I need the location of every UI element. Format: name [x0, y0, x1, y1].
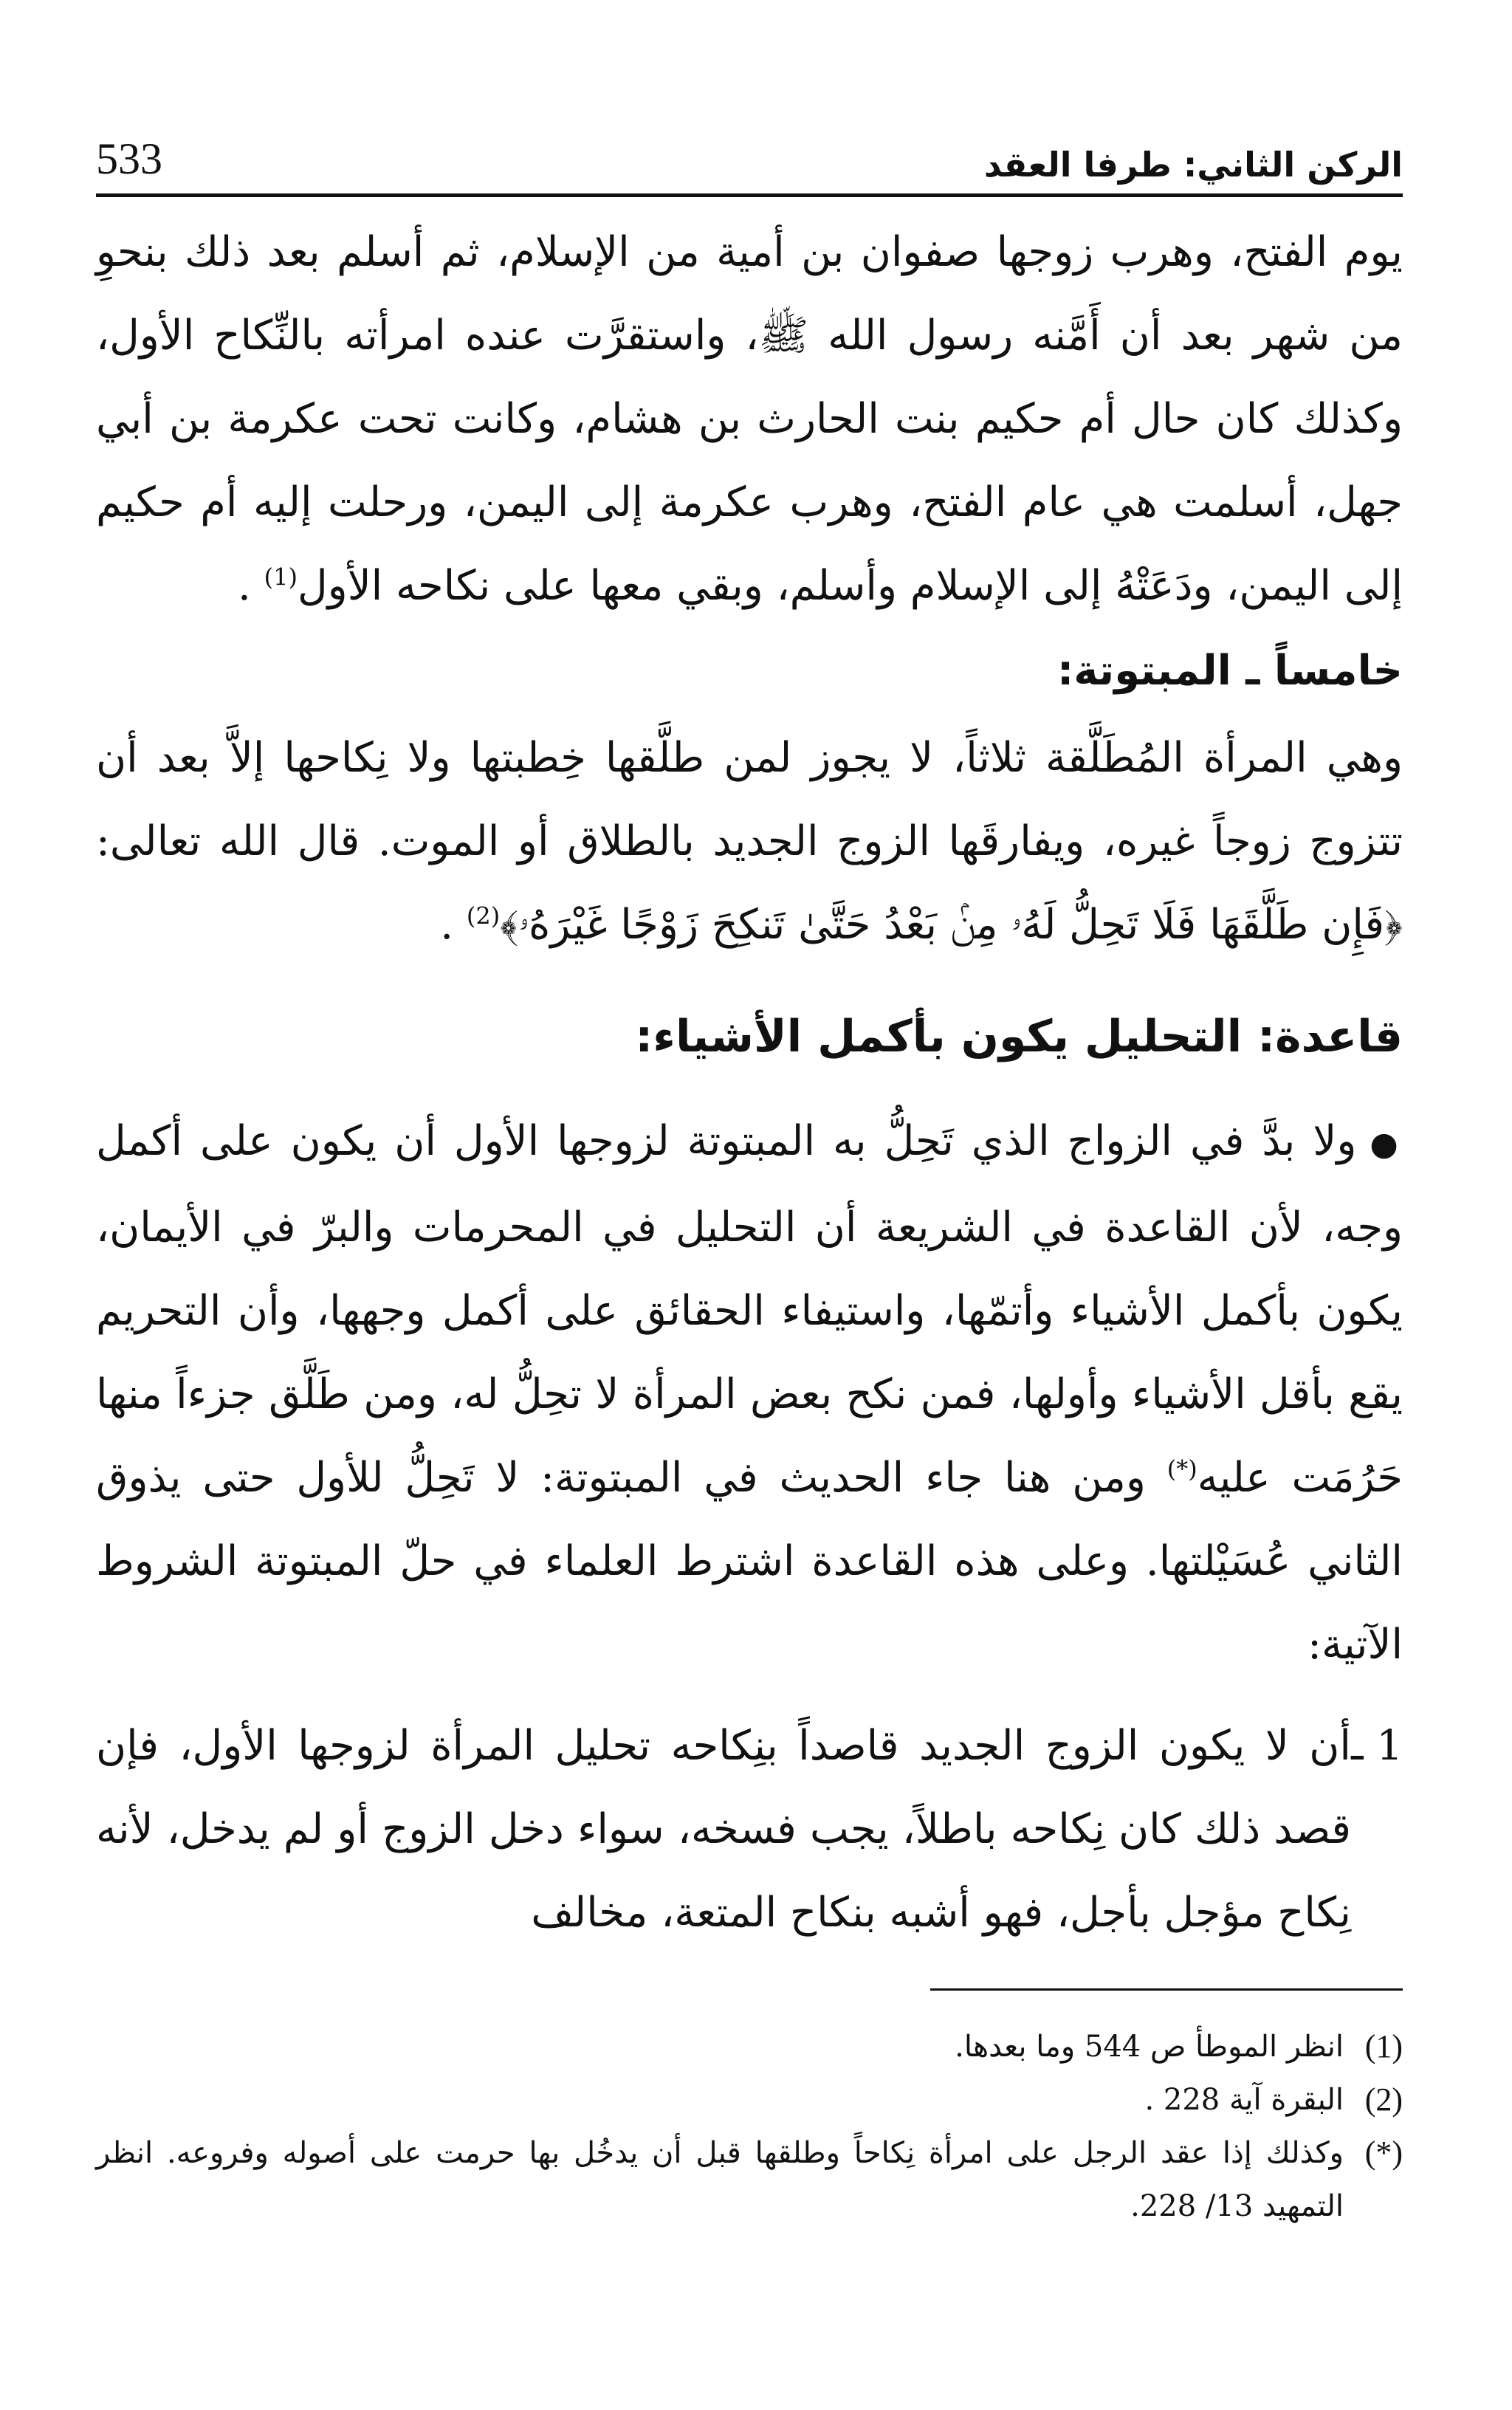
- paragraph-continuation: [96, 210, 1403, 628]
- footnote-text: وكذلك إذا عقد الرجل على امرأة نِكاحاً وطلقها قبل أن يدخُل بها حرمت على أصوله وفروعه. انظر التمهيد 13/ 228.: [96, 2136, 1344, 2223]
- paragraph-end: .: [238, 562, 264, 610]
- footnote-ref-1: (1): [264, 563, 298, 591]
- running-title: الركن الثاني: طرفا العقد: [983, 145, 1403, 185]
- footnote-ref-2: (2): [466, 902, 501, 930]
- paragraph-text: يوم الفتح، وهرب زوجها صفوان بن أمية من الإسلام، ثم أسلم بعد ذلك بنحوِ من شهر بعد أن أَمَّنه رسول الله ﷺ، واستقرَّت عنده امرأته بالنِّكاح الأول، وكذلك كان حال أم حكيم بنت الحارث بن هشام، وكانت تحت عكرمة بن أبي جهل، أسلمت هي عام الفتح، وهرب عكرمة إلى اليمن، ورحلت إليه أم حكيم إلى اليمن، ودَعَتْهُ إلى الإسلام وأسلم، وبقي معها على نكاحه الأول: [96, 228, 1403, 610]
- footnote-marker: (2): [1364, 2081, 1403, 2118]
- paragraph-text: وهي المرأة المُطَلَّقة ثلاثاً، لا يجوز لمن طلَّقها خِطبتها ولا نِكاحها إلاَّ بعد أن تتزوج زوجاً غيره، ويفارقَها الزوج الجديد بالطلاق أو الموت. قال الله تعالى:: [96, 734, 1403, 865]
- footnote-text: انظر الموطأ ص 544 وما بعدها.: [955, 2030, 1344, 2064]
- footnote-marker: (*): [1364, 2135, 1403, 2171]
- paragraph-mabtouta: [96, 716, 1403, 967]
- paragraph-end: .: [440, 901, 467, 949]
- footnote-2: [96, 2073, 1403, 2126]
- condition-text: أن لا يكون الزوج الجديد قاصداً بنِكاحه تحليل المرأة لزوجها الأول، فإن قصد ذلك كان نِكاحه باطلاً، يجب فسخه، سواء دخل الزوج أو لم يدخل، لأنه نِكاح مؤجل بأجل، فهو أشبه بنكاح المتعة، مخالف: [96, 1722, 1351, 1937]
- footnote-text: البقرة آية 228 .: [1144, 2083, 1344, 2117]
- condition-item: [96, 1704, 1403, 1954]
- paragraph-rule: [96, 1099, 1403, 1686]
- paragraph-text-cont: ومن هنا جاء الحديث في المبتوتة: لا تَحِلُّ للأول حتى يذوق الثاني عُسَيْلتها. وعلى هذه القاعدة اشترط العلماء في حلّ المبتوتة الشروط الآتية:: [96, 1454, 1403, 1669]
- section-heading-mabtouta: خامساً ـ المبتوتة:: [1056, 647, 1403, 695]
- footnote-1: [96, 2020, 1403, 2073]
- rule-heading: قاعدة: التحليل يكون بأكمل الأشياء:: [635, 1011, 1403, 1062]
- quran-verse: ﴿فَإِن طَلَّقَهَا فَلَا تَحِلُّ لَهُۥ مِنۢ بَعْدُ حَتَّىٰ تَنكِحَ زَوْجًا غَيْرَهُۥ﴾: [500, 901, 1403, 949]
- page-number: 533: [96, 134, 162, 183]
- footnote-separator: [930, 1988, 1403, 1991]
- running-header: [96, 111, 1403, 197]
- bullet-icon: ●: [1370, 1125, 1403, 1163]
- footnote-star: [96, 2126, 1403, 2233]
- paragraph-text: ولا بدَّ في الزواج الذي تَحِلُّ به المبتوتة لزوجها الأول أن يكون على أكمل وجه، لأن القاعدة في الشريعة أن التحليل في المحرمات والبرّ في الأيمان، يكون بأكمل الأشياء وأتمّها، واستيفاء الحقائق على أكمل وجهها، وأن التحريم يقع بأقل الأشياء وأولها، فمن نكح بعض المرأة لا تحِلُّ له، ومن طَلَّق جزءاً منها حَرُمَت عليه: [96, 1117, 1403, 1502]
- footnote-marker: (1): [1364, 2028, 1403, 2064]
- condition-number: 1 ـ: [1351, 1722, 1403, 1770]
- book-page: [96, 111, 1403, 2233]
- footnote-ref-star: (*): [1166, 1455, 1197, 1483]
